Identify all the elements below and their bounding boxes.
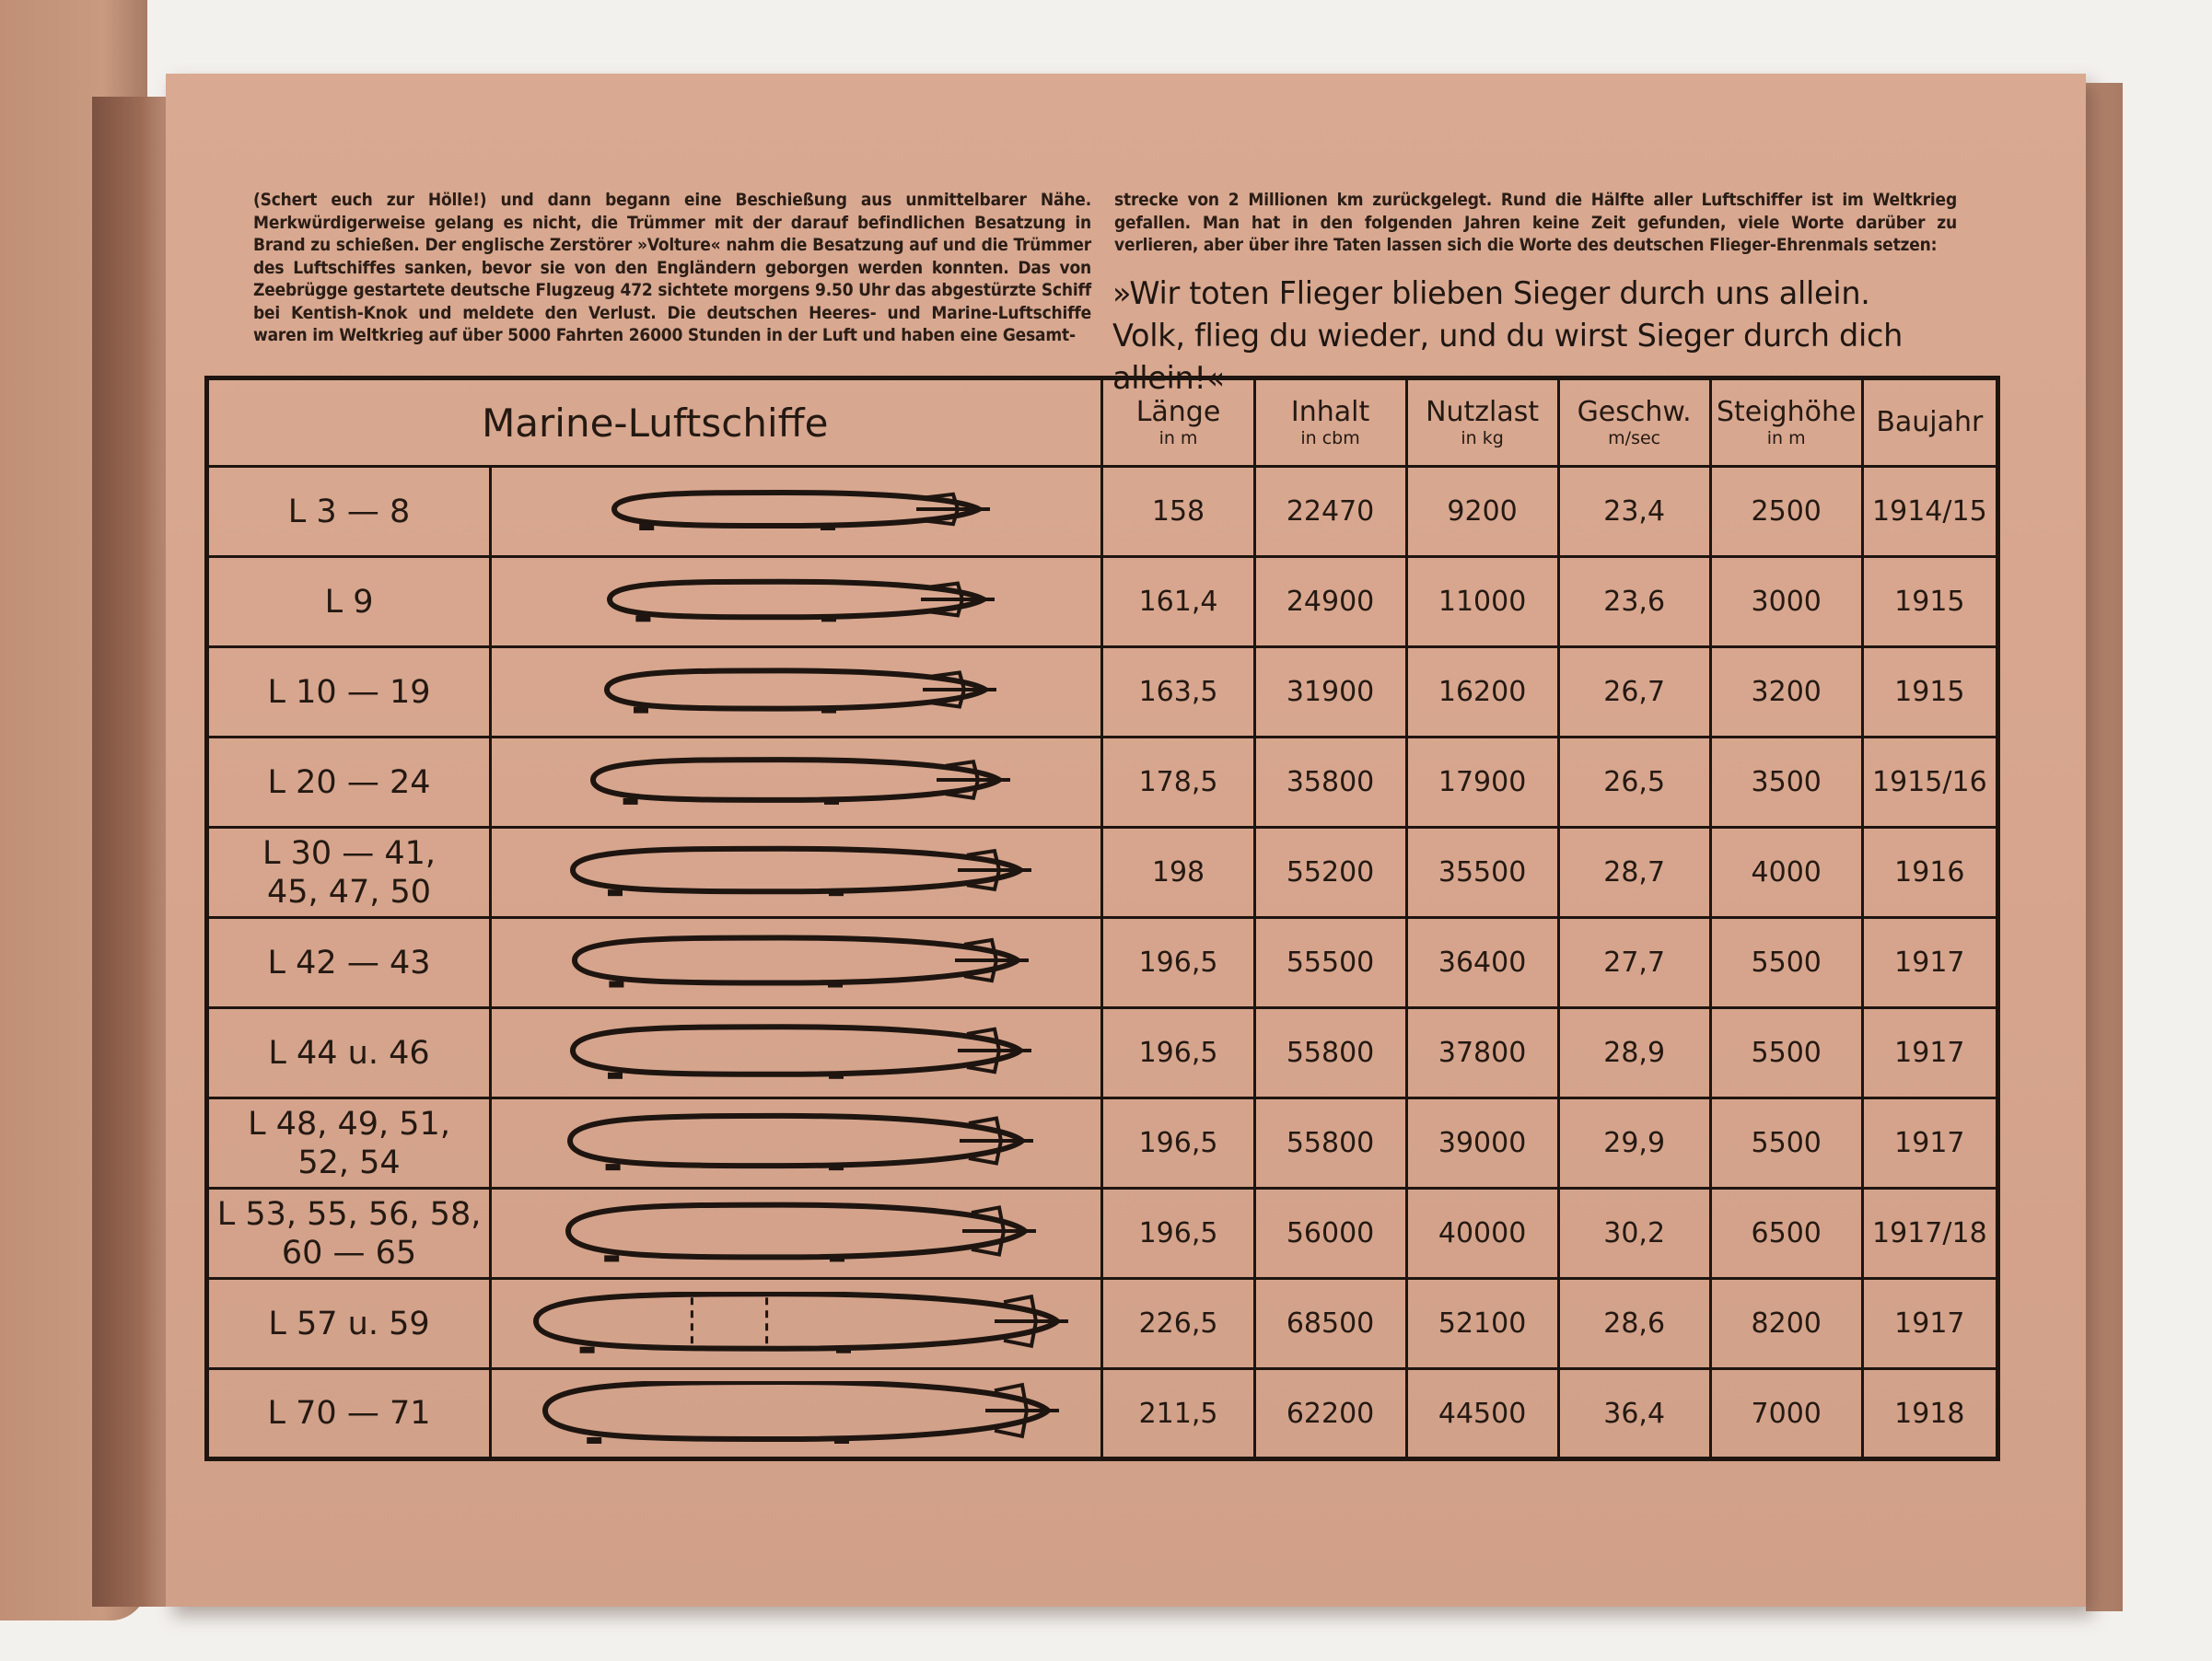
ship-name-line: L 53, 55, 56, 58, [216,1195,482,1233]
geschw-cell: 28,9 [1558,1008,1710,1098]
ship-name-line: L 44 u. 46 [268,1034,430,1072]
ship-name-line: L 70 — 71 [267,1395,431,1432]
ship-name-cell [207,1369,491,1459]
header-inhalt: Inhalt in cbm [1254,378,1406,467]
nutzlast-cell: 16200 [1406,647,1558,738]
page-stack-edge [2086,83,2123,1611]
airship-silhouette-icon [594,480,999,544]
steighoehe-cell: 5500 [1710,1008,1862,1098]
table-row [207,1189,1998,1279]
inhalt-cell: 55200 [1254,828,1406,918]
table-row [207,557,1998,647]
ship-name-line: L 3 — 8 [287,493,411,530]
quote-line-1: »Wir toten Flieger blieben Sieger durch uns allein. [1112,275,1870,311]
laenge-cell: 163,5 [1102,647,1254,738]
table-title: Marine-Luftschiffe [207,378,1102,467]
header-nutzlast: Nutzlast in kg [1406,378,1558,467]
baujahr-cell: 1917 [1862,1279,1997,1369]
ship-name-line: L 42 — 43 [267,944,431,982]
steighoehe-cell: 4000 [1710,828,1862,918]
inhalt-cell: 22470 [1254,467,1406,557]
laenge-cell: 226,5 [1102,1279,1254,1369]
ship-silhouette-cell [491,1369,1102,1459]
geschw-cell: 27,7 [1558,918,1710,1008]
geschw-cell: 36,4 [1558,1369,1710,1459]
baujahr-cell: 1916 [1862,828,1997,918]
airship-silhouette-icon [553,841,1041,905]
inhalt-cell: 55500 [1254,918,1406,1008]
ship-name-line: 52, 54 [297,1144,401,1181]
baujahr-cell: 1918 [1862,1369,1997,1459]
airship-table [204,376,2000,1461]
airship-silhouette-icon [550,1111,1042,1176]
laenge-cell: 196,5 [1102,1098,1254,1189]
table-row [207,467,1998,557]
header-steighoehe: Steighöhe in m [1710,378,1862,467]
ship-name-cell [207,738,491,828]
table-row [207,1279,1998,1369]
table-row [207,647,1998,738]
geschw-cell: 28,7 [1558,828,1710,918]
nutzlast-cell: 44500 [1406,1369,1558,1459]
ship-name-cell [207,1279,491,1369]
table-row [207,1008,1998,1098]
steighoehe-cell: 3000 [1710,557,1862,647]
nutzlast-cell: 17900 [1406,738,1558,828]
geschw-cell: 30,2 [1558,1189,1710,1279]
laenge-cell: 198 [1102,828,1254,918]
baujahr-cell: 1917/18 [1862,1189,1997,1279]
ship-name-line: L 57 u. 59 [268,1305,430,1342]
ship-name-line: L 48, 49, 51, [248,1105,450,1143]
ship-silhouette-cell [491,647,1102,738]
book-gutter [92,97,175,1607]
ship-name-cell [207,1098,491,1189]
header-geschw: Geschw. m/sec [1558,378,1710,467]
baujahr-cell: 1915 [1862,557,1997,647]
table-row [207,828,1998,918]
baujahr-cell: 1917 [1862,1098,1997,1189]
nutzlast-cell: 37800 [1406,1008,1558,1098]
ship-name-cell [207,918,491,1008]
ship-silhouette-cell [491,1098,1102,1189]
steighoehe-cell: 2500 [1710,467,1862,557]
ship-name-cell [207,1189,491,1279]
ship-silhouette-cell [491,918,1102,1008]
geschw-cell: 26,7 [1558,647,1710,738]
inhalt-cell: 55800 [1254,1008,1406,1098]
laenge-cell: 211,5 [1102,1369,1254,1459]
laenge-cell: 196,5 [1102,1189,1254,1279]
nutzlast-cell: 35500 [1406,828,1558,918]
ship-name-cell [207,557,491,647]
body-text-column-2: strecke von 2 Millionen km zurückgelegt. Rund die Hälfte aller Luftschiffer ist im Weltkrieg gefallen. Man hat in den folgenden Jahren keine Zeit gefunden, viele Worte darüber zu verlieren, aber über ihre Taten lassen sich die Worte des deutschen Flieger-Ehrenmals setzen: [1114,190,1957,255]
table-header-row [207,378,1998,467]
table-row [207,918,1998,1008]
ship-name-line: 45, 47, 50 [266,873,432,911]
geschw-cell: 23,4 [1558,467,1710,557]
header-laenge: Länge in m [1102,378,1254,467]
laenge-cell: 178,5 [1102,738,1254,828]
airship-silhouette-icon [525,1381,1068,1446]
nutzlast-cell: 39000 [1406,1098,1558,1189]
laenge-cell: 158 [1102,467,1254,557]
laenge-cell: 161,4 [1102,557,1254,647]
baujahr-cell: 1914/15 [1862,467,1997,557]
header-baujahr: Baujahr [1862,378,1997,467]
steighoehe-cell: 6500 [1710,1189,1862,1279]
steighoehe-cell: 7000 [1710,1369,1862,1459]
nutzlast-cell: 36400 [1406,918,1558,1008]
baujahr-cell: 1915/16 [1862,738,1997,828]
steighoehe-cell: 3500 [1710,738,1862,828]
geschw-cell: 26,5 [1558,738,1710,828]
baujahr-cell: 1915 [1862,647,1997,738]
table-row [207,1369,1998,1459]
baujahr-cell: 1917 [1862,918,1997,1008]
nutzlast-cell: 40000 [1406,1189,1558,1279]
laenge-cell: 196,5 [1102,918,1254,1008]
nutzlast-cell: 52100 [1406,1279,1558,1369]
steighoehe-cell: 5500 [1710,918,1862,1008]
inhalt-cell: 56000 [1254,1189,1406,1279]
ship-name-line: L 10 — 19 [267,673,431,711]
body-text-column-1: (Schert euch zur Hölle!) und dann begann eine Beschießung aus unmittelbarer Nähe. Merkwürdigerweise gelang es nicht, die Trümmer mit der darauf befindlichen Besatzung in Brand zu schießen. Der englische Zerstörer »Volture« nahm die Besatzung auf und die Trümmer des Luftschiffes sanken, bevor sie von den Engländern geborgen werden konnten. Das von Zeebrügge gestartete deutsche Flugzeug 472 sichtete morgens 9.50 Uhr das abgestürzte Schiff bei Kentish-Knok und meldete den Verlust. Die deutschen Heeres- und Marine-Luftschiffe waren im Weltkrieg auf über 5000 Fahrten 26000 Stunden in der Luft und haben eine Gesamt- [253,190,1091,345]
airship-silhouette-icon [553,1021,1041,1086]
airship-silhouette-icon [587,660,1006,725]
laenge-cell: 196,5 [1102,1008,1254,1098]
geschw-cell: 29,9 [1558,1098,1710,1189]
ship-silhouette-cell [491,1008,1102,1098]
table-row [207,738,1998,828]
inhalt-cell: 62200 [1254,1369,1406,1459]
steighoehe-cell: 5500 [1710,1098,1862,1189]
inhalt-cell: 35800 [1254,738,1406,828]
ship-silhouette-cell [491,1189,1102,1279]
ship-name-cell [207,828,491,918]
inhalt-cell: 68500 [1254,1279,1406,1369]
ship-silhouette-cell [491,828,1102,918]
airship-silhouette-icon [554,931,1038,995]
airship-silhouette-icon [516,1292,1077,1356]
ship-name-line: 60 — 65 [281,1234,417,1272]
ship-silhouette-cell [491,557,1102,647]
ship-silhouette-cell [491,738,1102,828]
quote-line-2: Volk, flieg du wieder, und du wirst Sieger durch dich allein!« [1112,318,1903,396]
airship-silhouette-icon [548,1202,1045,1266]
airship-silhouette-icon [573,750,1019,815]
nutzlast-cell: 9200 [1406,467,1558,557]
geschw-cell: 28,6 [1558,1279,1710,1369]
table-row [207,1098,1998,1189]
steighoehe-cell: 3200 [1710,647,1862,738]
inhalt-cell: 31900 [1254,647,1406,738]
nutzlast-cell: 11000 [1406,557,1558,647]
ship-name-line: L 20 — 24 [267,763,431,801]
ship-name-cell [207,647,491,738]
ship-silhouette-cell [491,1279,1102,1369]
inhalt-cell: 24900 [1254,557,1406,647]
ship-name-cell [207,1008,491,1098]
ship-silhouette-cell [491,467,1102,557]
ship-name-line: L 9 [324,583,374,621]
inhalt-cell: 55800 [1254,1098,1406,1189]
ship-name-line: L 30 — 41, [262,834,437,872]
baujahr-cell: 1917 [1862,1008,1997,1098]
airship-silhouette-icon [589,570,1004,634]
geschw-cell: 23,6 [1558,557,1710,647]
steighoehe-cell: 8200 [1710,1279,1862,1369]
ship-name-cell [207,467,491,557]
